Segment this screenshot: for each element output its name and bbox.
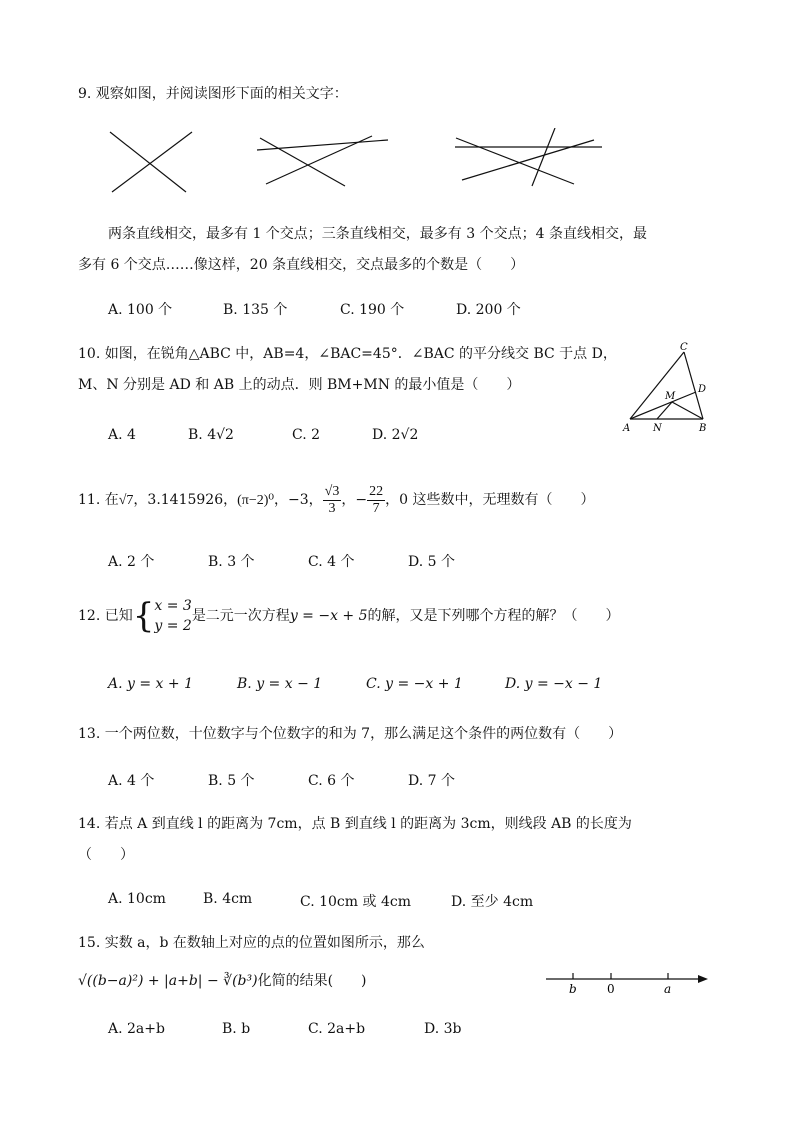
q10-option-d[interactable]: D. 2√2: [372, 427, 419, 443]
q14-line1: 14. 若点 A 到直线 l 的距离为 7cm，点 B 到直线 l 的距离为 3cm，则线段 AB 的长度为: [78, 816, 632, 832]
q12-option-c[interactable]: C. y = −x + 1: [366, 676, 463, 692]
axis-arrow: [698, 975, 708, 983]
q13-option-a[interactable]: A. 4 个: [108, 773, 155, 789]
q11-option-c[interactable]: C. 4 个: [308, 554, 355, 570]
q15-option-a[interactable]: A. 2a+b: [108, 1021, 165, 1037]
q12-middle: 是二元一次方程: [191, 608, 290, 624]
q15-line2-suffix: 化简的结果( ): [257, 973, 367, 989]
q14-option-c[interactable]: C. 10cm 或 4cm: [300, 894, 411, 910]
sqrt7: √7: [118, 493, 134, 508]
q13-stem: 13. 一个两位数，十位数字与个位数字的和为 7，那么满足这个条件的两位数有（ ）: [78, 726, 623, 742]
q12-option-a[interactable]: A. y = x + 1: [108, 676, 193, 692]
q9-option-a[interactable]: A. 100 个: [108, 302, 173, 318]
q15-line1: 15. 实数 a，b 在数轴上对应的点的位置如图所示，那么: [78, 935, 425, 951]
q9-figures: [100, 128, 620, 198]
q11-option-d[interactable]: D. 5 个: [408, 554, 455, 570]
q14-option-b[interactable]: B. 4cm: [203, 891, 253, 907]
q12-option-b[interactable]: B. y = x − 1: [237, 676, 323, 692]
q12-suffix: 的解，又是下列哪个方程的解？（ ）: [367, 608, 620, 624]
q12-stem: [78, 596, 620, 636]
q14-option-a[interactable]: A. 10cm: [108, 891, 166, 907]
q14-option-d[interactable]: D. 至少 4cm: [451, 894, 534, 910]
q11-suffix: ，0 这些数中，无理数有（ ）: [385, 492, 595, 508]
q13-option-c[interactable]: C. 6 个: [308, 773, 355, 789]
q12-option-d[interactable]: D. y = −x − 1: [505, 676, 603, 692]
q15-option-b[interactable]: B. b: [222, 1021, 251, 1037]
left-brace: {: [132, 596, 155, 636]
label-n: N: [653, 423, 662, 434]
q15-line2: [78, 968, 367, 994]
label-m: M: [665, 391, 676, 402]
q11-sep: ，−: [341, 492, 368, 508]
q10-line1: 10. 如图，在锐角△ABC 中，AB=4，∠BAC=45°．∠BAC 的平分线交 BC 于点 D，: [78, 346, 617, 362]
q9-body-line2: 多有 6 个交点……像这样，20 条直线相交，交点最多的个数是（ ）: [78, 257, 525, 273]
number-line-figure: [540, 968, 715, 1000]
q11-list2: ，−3，: [274, 492, 323, 508]
label-d: D: [698, 384, 707, 395]
label-a: a: [664, 982, 672, 996]
pi-term: (π−2)⁰: [237, 493, 275, 508]
bisector-ad: [630, 392, 696, 419]
two-lines-figure: [110, 132, 192, 192]
equation-system: x = 3 y = 2: [154, 598, 192, 634]
q10-option-b[interactable]: B. 4√2: [188, 427, 234, 443]
q11-prefix: 11. 在: [78, 492, 119, 508]
q13-option-b[interactable]: B. 5 个: [208, 773, 255, 789]
q11-list1: ，3.1415926，: [133, 492, 238, 508]
q11-stem: [78, 480, 594, 521]
q15-option-c[interactable]: C. 2a+b: [308, 1021, 366, 1037]
q10-option-a[interactable]: A. 4: [108, 427, 136, 443]
q14-line2: （ ）: [78, 847, 134, 863]
q15-option-d[interactable]: D. 3b: [424, 1021, 462, 1037]
q11-option-b[interactable]: B. 3 个: [208, 554, 255, 570]
q9-stem: 9. 观察如图，并阅读图形下面的相关文字：: [78, 86, 348, 102]
three-lines-figure: [257, 136, 388, 186]
q12-equation: y = −x + 5: [289, 608, 368, 624]
q9-option-c[interactable]: C. 190 个: [340, 302, 405, 318]
q9-option-b[interactable]: B. 135 个: [223, 302, 288, 318]
q9-option-d[interactable]: D. 200 个: [456, 302, 521, 318]
q9-body-line1: 两条直线相交，最多有 1 个交点；三条直线相交，最多有 3 个交点；4 条直线相交，最: [108, 226, 647, 242]
label-zero: 0: [607, 982, 615, 996]
q13-option-d[interactable]: D. 7 个: [408, 773, 455, 789]
q15-expression: √((b−a)²) + |a+b| − ∛(b³): [78, 973, 258, 989]
label-c: C: [680, 342, 688, 353]
four-lines-figure: [455, 128, 602, 186]
label-b: b: [569, 982, 577, 996]
q12-prefix: 12. 已知: [78, 608, 133, 624]
q10-line2: M、N 分别是 AD 和 AB 上的动点．则 BM+MN 的最小值是（ ）: [78, 377, 521, 393]
label-b: B: [699, 423, 707, 434]
side-ac: [630, 352, 684, 419]
fraction-22-over-7: $\frac{22}{7}$: [369, 483, 384, 516]
q10-triangle-figure: [620, 340, 720, 435]
q10-option-c[interactable]: C. 2: [292, 427, 321, 443]
label-a: A: [623, 423, 631, 434]
q11-option-a[interactable]: A. 2 个: [108, 554, 155, 570]
fraction-sqrt3-over-3: $\frac{√3}{3}$: [324, 483, 340, 516]
